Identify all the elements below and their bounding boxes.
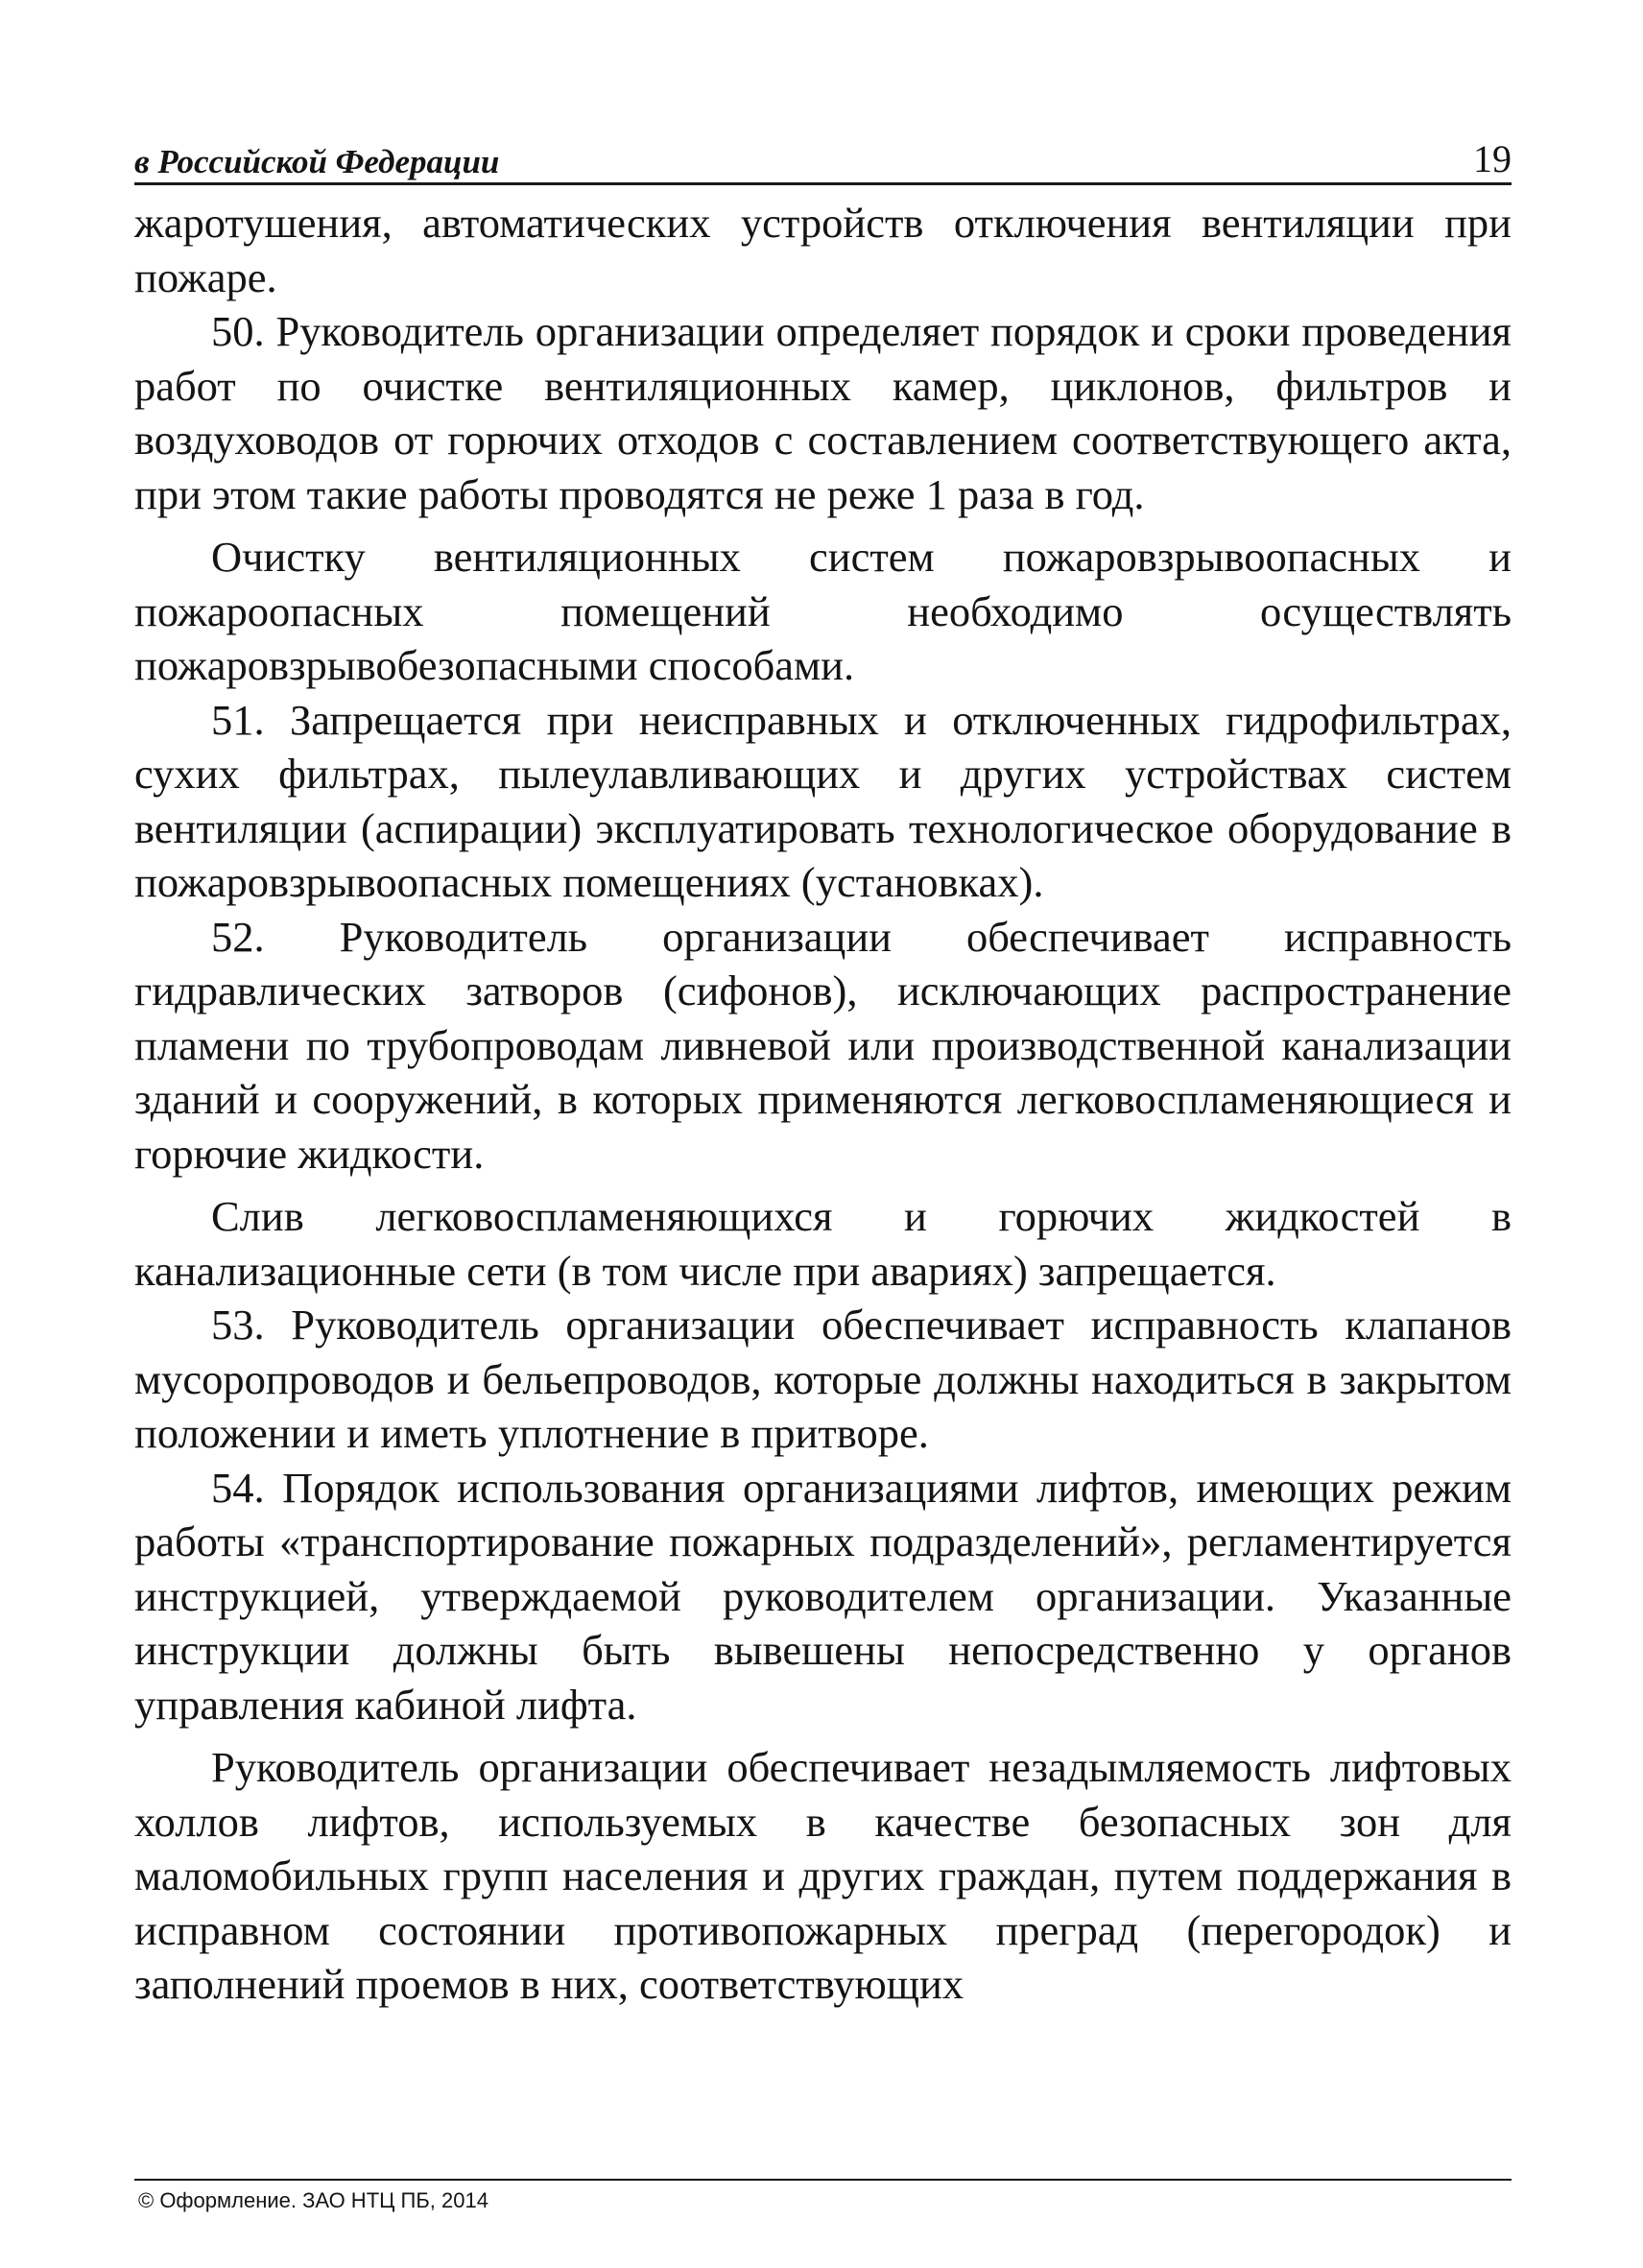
paragraph: Руководитель организации обеспечивает незадымляемость лифтовых холлов лифтов, используемых в качестве безопасных зон для маломобильных групп населения и других граждан, путем поддержания в исправном состоянии противопожарных преград (перегородок) и заполнений проемов в них, соответствующих <box>134 1743 1512 2008</box>
running-header <box>134 125 1512 185</box>
paragraph: Очистку вентиляционных систем пожаровзрывоопасных и пожароопасных помещений необходимо осуществлять пожаровзрывобезопасными способами. <box>134 533 1512 689</box>
paragraph: Слив легковоспламеняющихся и горючих жидкостей в канализационные сети (в том числе при авариях) запрещается. <box>134 1192 1512 1295</box>
paragraph: жаротушения, автоматических устройств отключения вентиляции при пожаре. <box>134 199 1512 301</box>
page-number: 19 <box>1473 137 1512 180</box>
footer-divider <box>134 2179 1512 2181</box>
copyright-footer: © Оформление. ЗАО НТЦ ПБ, 2014 <box>138 2188 488 2212</box>
paragraph: 51. Запрещается при неисправных и отключенных гидрофильтрах, сухих фильтрах, пылеулавливающих и других устройствах систем вентиляции (аспирации) эксплуатировать технологическое оборудование в пожаровзрывоопасных помещениях (установках). <box>134 695 1512 906</box>
paragraph: 50. Руководитель организации определяет порядок и сроки проведения работ по очистке вентиляционных камер, циклонов, фильтров и воздуховодов от горючих отходов с составлением соответствующего акта, при этом такие работы проводятся не реже 1 раза в год. <box>134 307 1512 518</box>
paragraph: 52. Руководитель организации обеспечивает исправность гидравлических затворов (сифонов), исключающих распространение пламени по трубопроводам ливневой или производственной канализации зданий и сооружений, в которых применяются легковоспламеняющиеся и горючие жидкости. <box>134 912 1512 1178</box>
body-text <box>134 196 1512 2012</box>
paragraph: 54. Порядок использования организациями лифтов, имеющих режим работы «транспортирование пожарных подразделений», регламентируется инструкцией, утверждаемой руководителем организации. Указанные инструкции должны быть вывешены непосредственно у органов управления кабиной лифта. <box>134 1463 1512 1729</box>
paragraph: 53. Руководитель организации обеспечивает исправность клапанов мусоропроводов и бельепроводов, которые должны находиться в закрытом положении и иметь уплотнение в притворе. <box>134 1301 1512 1457</box>
running-header-title: в Российской Федерации <box>134 143 500 180</box>
document-page <box>134 125 1512 2212</box>
